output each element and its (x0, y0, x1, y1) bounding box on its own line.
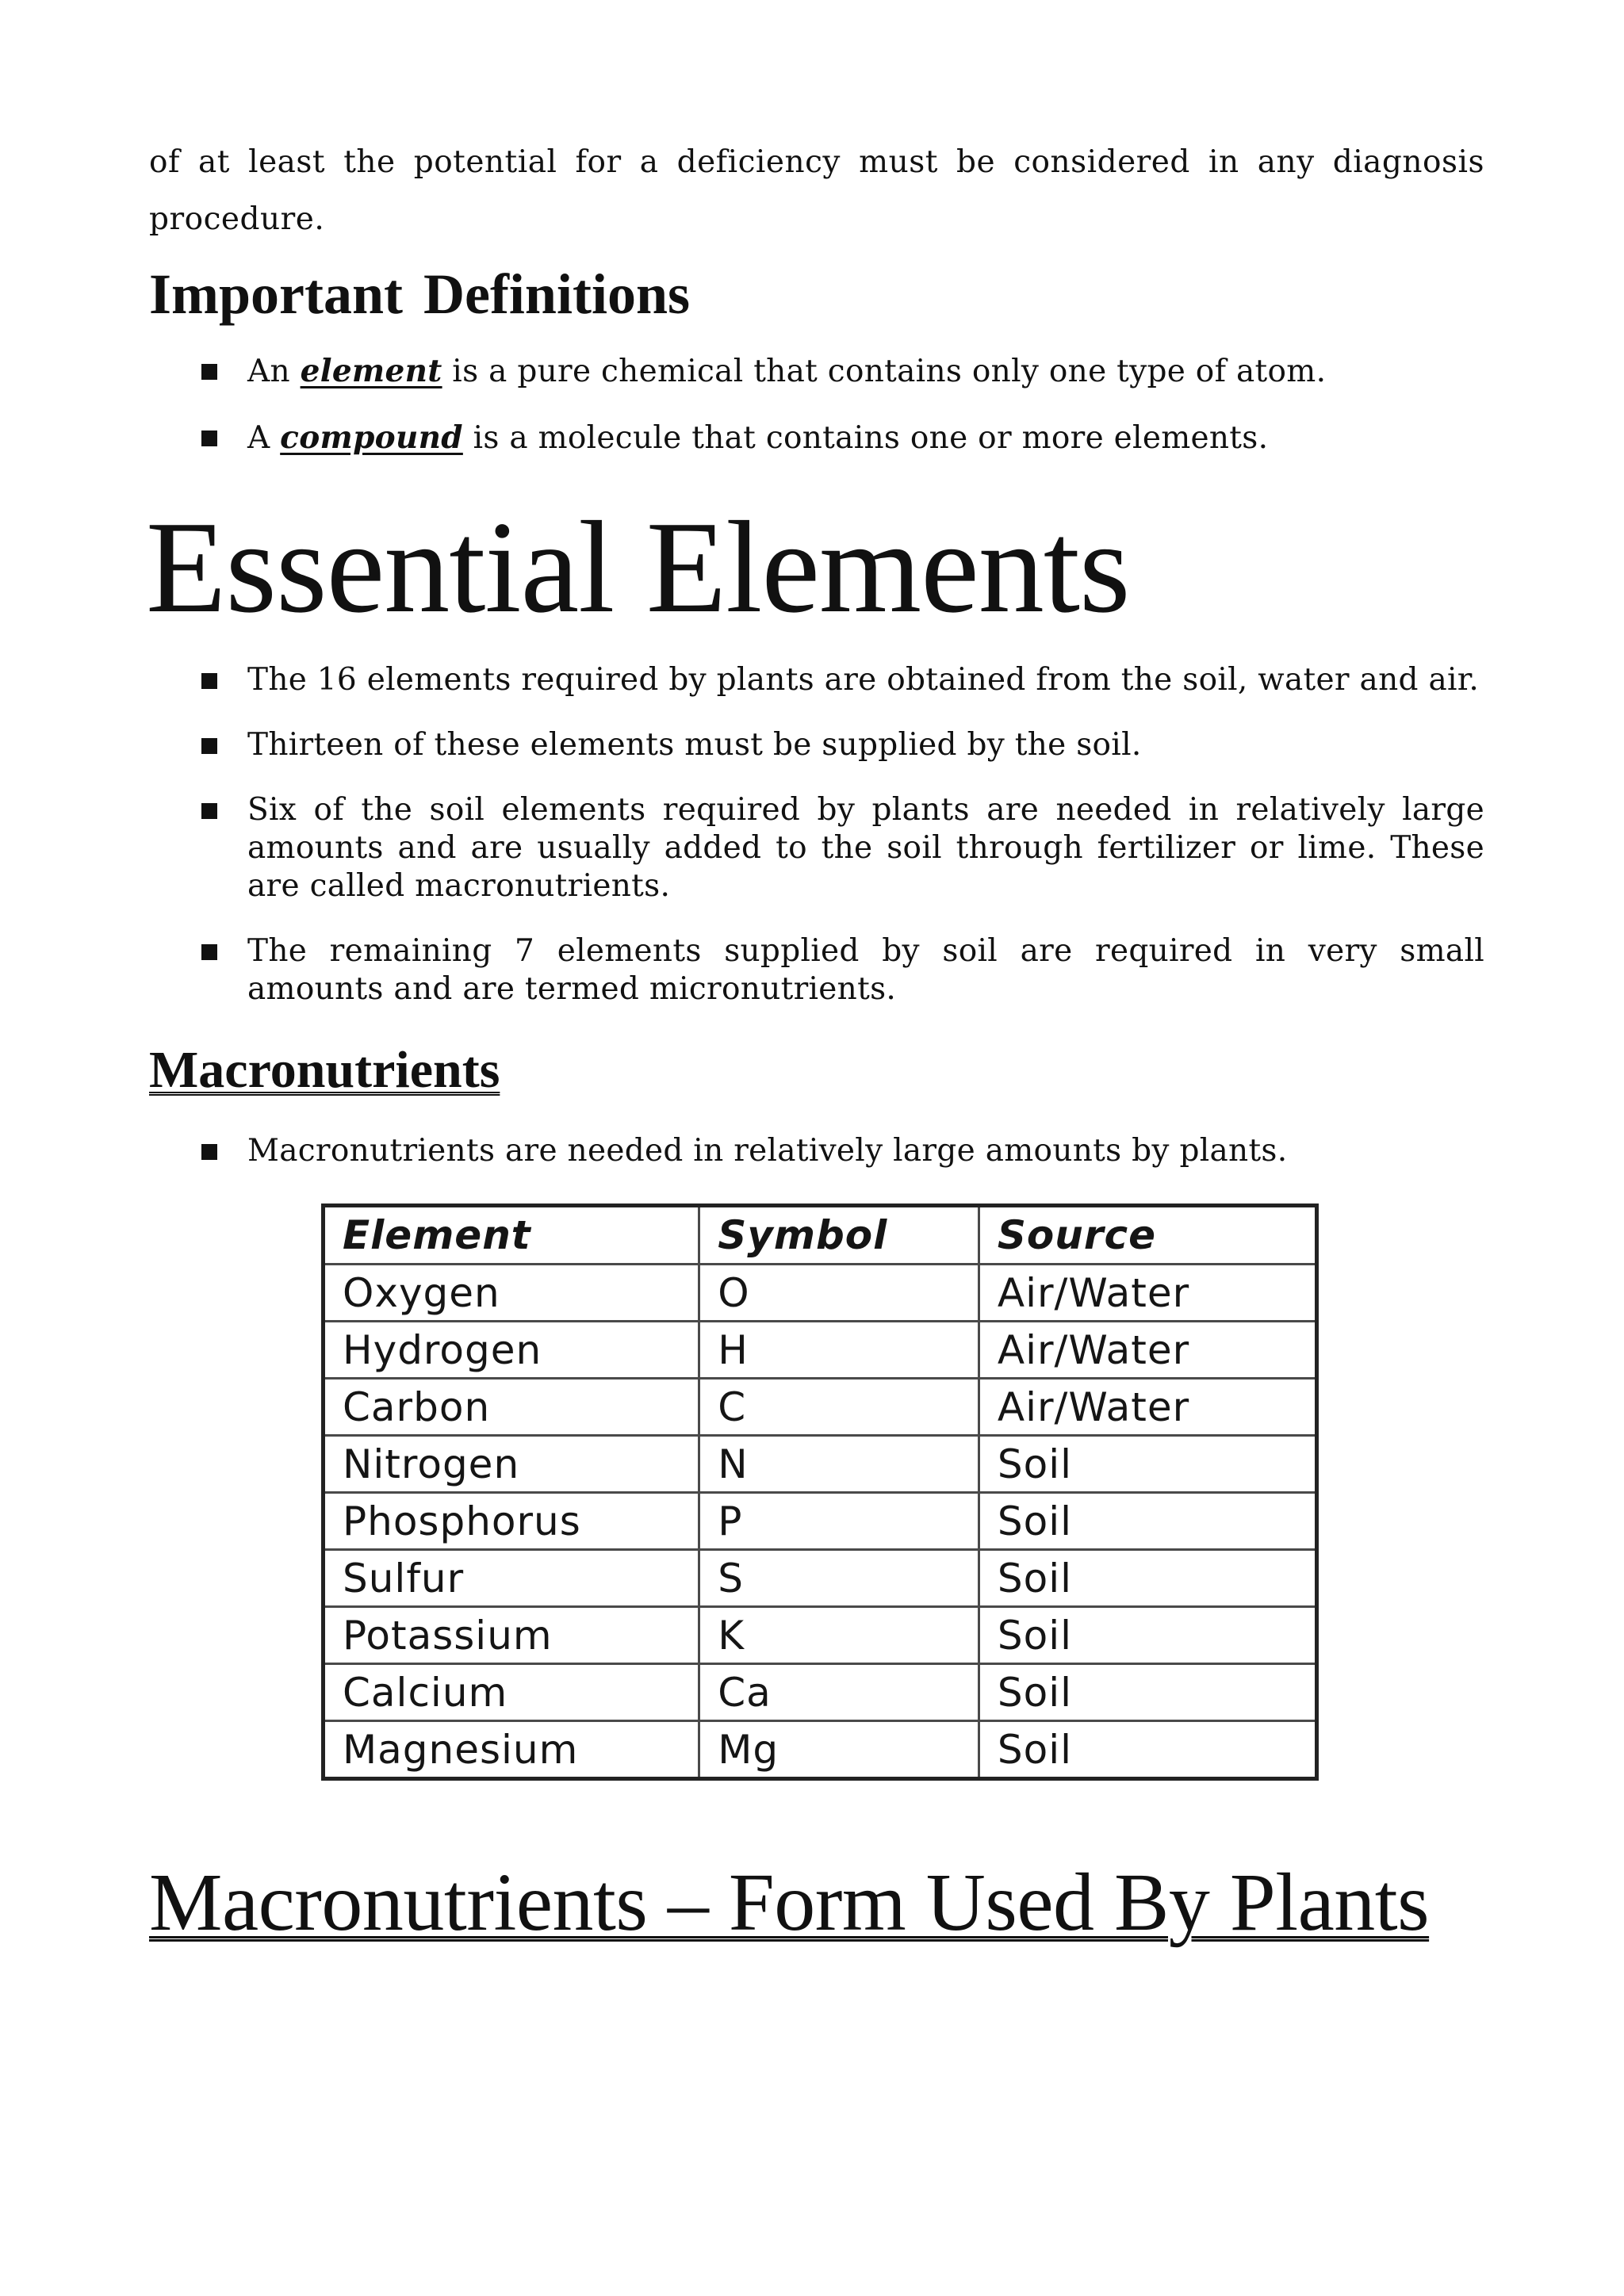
cell-symbol: Mg (699, 1721, 979, 1779)
square-bullet-icon (201, 803, 217, 819)
column-header-symbol: Symbol (699, 1206, 979, 1265)
definition-item (149, 352, 1484, 391)
cell-element: Sulfur (324, 1550, 699, 1607)
table-row (324, 1436, 1317, 1493)
cell-source: Air/Water (979, 1322, 1316, 1379)
column-header-source: Source (979, 1206, 1316, 1265)
macronutrients-table-container (321, 1203, 1319, 1781)
definitions-list (149, 352, 1484, 485)
cell-element: Magnesium (324, 1721, 699, 1779)
cell-symbol: C (699, 1379, 979, 1436)
essential-elements-heading: Essential Elements (146, 494, 1130, 640)
square-bullet-icon (201, 673, 217, 689)
table-row (324, 1493, 1317, 1550)
table-row (324, 1265, 1317, 1322)
cell-symbol: K (699, 1607, 979, 1664)
list-item (149, 791, 1484, 905)
cell-element: Phosphorus (324, 1493, 699, 1550)
table-row (324, 1664, 1317, 1721)
list-item-text: Six of the soil elements required by plants are needed in relatively large amounts and are usually added to the soil through fertilizer or lime. These are called macronutrients. (247, 792, 1484, 904)
list-item-text: Macronutrients are needed in relatively large amounts by plants. (247, 1133, 1288, 1169)
definition-item (149, 419, 1484, 457)
macronutrients-table (321, 1203, 1319, 1781)
cell-source: Air/Water (979, 1265, 1316, 1322)
cell-symbol: P (699, 1493, 979, 1550)
definition-term: element (300, 353, 442, 389)
column-header-element: Element (324, 1206, 699, 1265)
cell-symbol: N (699, 1436, 979, 1493)
table-row (324, 1379, 1317, 1436)
definitions-heading: Important Definitions (149, 262, 691, 326)
table-row (324, 1322, 1317, 1379)
form-used-heading: Macronutrients – Form Used By Plants (149, 1857, 1430, 1948)
cell-element: Nitrogen (324, 1436, 699, 1493)
list-item-text: The 16 elements required by plants are obtained from the soil, water and air. (247, 662, 1480, 698)
cell-source: Soil (979, 1607, 1316, 1664)
cell-symbol: O (699, 1265, 979, 1322)
table-row (324, 1721, 1317, 1779)
definition-prefix: A (247, 420, 270, 456)
cell-symbol: Ca (699, 1664, 979, 1721)
list-item (149, 726, 1484, 764)
definition-prefix: An (247, 354, 290, 389)
list-item (149, 661, 1484, 699)
list-item-text: The remaining 7 elements supplied by soil are required in very small amounts and are termed micronutrients. (247, 933, 1484, 1007)
cell-element: Calcium (324, 1664, 699, 1721)
macronutrients-heading: Macronutrients (149, 1041, 500, 1099)
cell-source: Air/Water (979, 1379, 1316, 1436)
cell-symbol: S (699, 1550, 979, 1607)
definition-text: is a molecule that contains one or more elements. (473, 420, 1269, 456)
cell-source: Soil (979, 1721, 1316, 1779)
cell-element: Oxygen (324, 1265, 699, 1322)
cell-source: Soil (979, 1664, 1316, 1721)
square-bullet-icon (201, 364, 217, 380)
table-row (324, 1607, 1317, 1664)
definition-term: compound (280, 419, 463, 456)
cell-element: Carbon (324, 1379, 699, 1436)
intro-paragraph: of at least the potential for a deficiency must be considered in any diagnosis procedure. (149, 144, 1484, 237)
square-bullet-icon (201, 1144, 217, 1160)
cell-source: Soil (979, 1550, 1316, 1607)
square-bullet-icon (201, 430, 217, 446)
list-item (149, 932, 1484, 1008)
list-item (149, 1132, 1484, 1170)
square-bullet-icon (201, 944, 217, 960)
table-header-row (324, 1206, 1317, 1265)
cell-source: Soil (979, 1493, 1316, 1550)
list-item-text: Thirteen of these elements must be supplied by the soil. (247, 727, 1142, 763)
table-row (324, 1550, 1317, 1607)
macronutrients-list (149, 1132, 1484, 1170)
definition-text: is a pure chemical that contains only one type of atom. (452, 354, 1327, 389)
essential-elements-list (149, 661, 1484, 1035)
cell-source: Soil (979, 1436, 1316, 1493)
square-bullet-icon (201, 738, 217, 754)
cell-element: Hydrogen (324, 1322, 699, 1379)
cell-symbol: H (699, 1322, 979, 1379)
cell-element: Potassium (324, 1607, 699, 1664)
